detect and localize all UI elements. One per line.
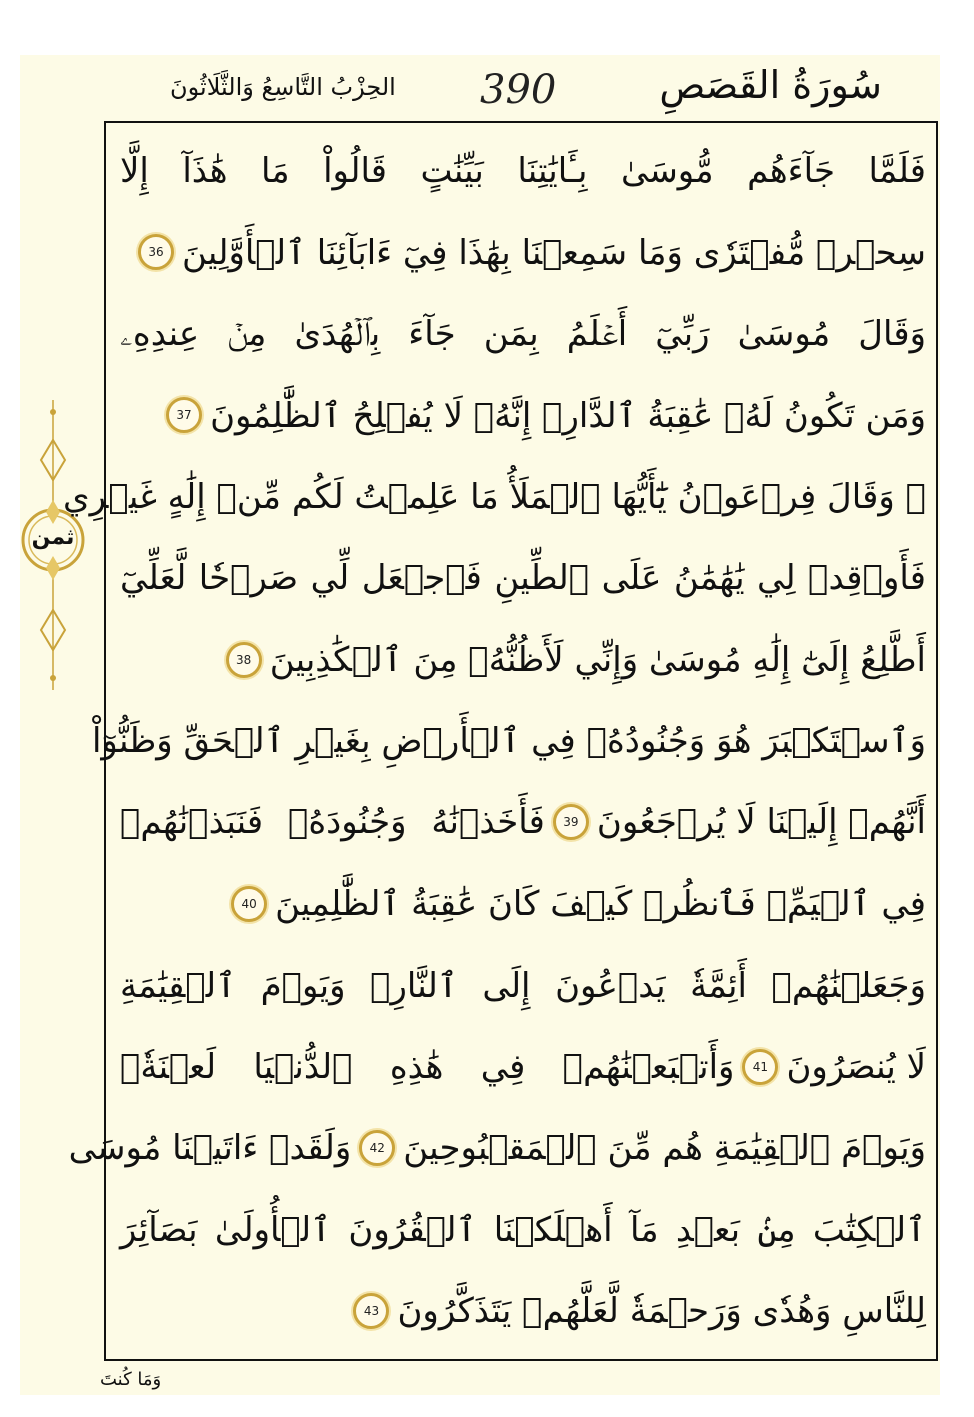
- text-line: [120, 216, 926, 288]
- line-text-continuation: وَلَقَدۡ ءَاتَيۡنَا مُوسَى: [68, 1128, 352, 1169]
- line-text: فَأَوۡقِدۡ لِي يَٰهَٰمَٰنُ عَلَى ٱلطِّينِ فَٱجۡعَل لِّي صَرۡحٗا لَّعَلِّيٓ: [120, 558, 926, 599]
- ayah-number-marker: 39: [553, 804, 589, 840]
- text-line: [120, 379, 926, 451]
- ayah-number-marker: 38: [226, 642, 262, 678]
- line-text: وَيَوۡمَ ٱلۡقِيَٰمَةِ هُم مِّنَ ٱلۡمَقۡبُوحِينَ: [403, 1128, 926, 1169]
- page-number: 390: [480, 67, 557, 113]
- line-text: سِحۡرٞ مُّفۡتَرٗى وَمَا سَمِعۡنَا بِهَٰذَا فِيٓ ءَابَآئِنَا ٱلۡأَوَّلِينَ: [182, 232, 926, 273]
- line-text: ۞ وَقَالَ فِرۡعَوۡنُ يَٰٓأَيُّهَا ٱلۡمَلَأُ مَا عَلِمۡتُ لَكُم مِّنۡ إِلَٰهٍ غَيۡرِي: [63, 476, 926, 517]
- line-text: لَا يُنصَرُونَ: [786, 1046, 926, 1087]
- line-text: لِلنَّاسِ وَهُدٗى وَرَحۡمَةٗ لَّعَلَّهُمۡ يَتَذَكَّرُونَ: [397, 1290, 926, 1331]
- hizb-name: الحِزْبُ التَّاسِعُ وَالثَّلَاثُونَ: [170, 73, 396, 101]
- line-text: فَلَمَّا جَآءَهُم مُّوسَىٰ بِـَٔايَٰتِنَا بَيِّنَٰتٍ قَالُواْ مَا هَٰذَآ إِلَّا: [120, 151, 926, 191]
- line-text: وَمَن تَكُونُ لَهُۥ عَٰقِبَةُ ٱلدَّارِۚ إِنَّهُۥ لَا يُفۡلِحُ ٱلظَّٰلِمُونَ: [210, 395, 926, 436]
- line-text: أَطَّلِعُ إِلَىٰٓ إِلَٰهِ مُوسَىٰ وَإِنِّي لَأَظُنُّهُۥ مِنَ ٱلۡكَٰذِبِينَ: [269, 640, 926, 681]
- catchword: وَمَا كُنتَ: [100, 1369, 162, 1390]
- text-line: [120, 1275, 926, 1347]
- surah-name: سُورَةُ القَصَصِ: [659, 63, 882, 107]
- ayah-number-marker: 42: [359, 1130, 395, 1166]
- line-text: وَجَعَلۡنَٰهُمۡ أَئِمَّةٗ يَدۡعُونَ إِلَى ٱلنَّارِۖ وَيَوۡمَ ٱلۡقِيَٰمَةِ: [120, 965, 926, 1006]
- text-frame: [63, 121, 938, 1361]
- ayah-number-marker: 37: [166, 397, 202, 433]
- line-text: ٱلۡكِتَٰبَ مِنۢ بَعۡدِ مَآ أَهۡلَكۡنَا ٱلۡقُرُونَ ٱلۡأُولَىٰ بَصَآئِرَ: [120, 1209, 926, 1250]
- line-text-continuation: وَأَتۡبَعۡنَٰهُمۡ فِي هَٰذِهِ ٱلدُّنۡيَا لَعۡنَةٗۖ: [120, 1046, 735, 1087]
- ayah-number-marker: 43: [353, 1293, 389, 1329]
- text-line: [120, 868, 926, 940]
- ayah-number-marker: 41: [742, 1049, 778, 1085]
- mushaf-page: [20, 55, 940, 1395]
- text-line: [120, 624, 926, 696]
- text-line: [120, 135, 926, 207]
- text-line: [120, 542, 926, 614]
- ayah-number-marker: 40: [231, 886, 267, 922]
- text-line: [120, 298, 926, 370]
- text-line: [120, 1193, 926, 1265]
- hizb-quarter-marker: [20, 400, 86, 690]
- hizb-marker-label: ثمن: [31, 525, 75, 550]
- verse-lines: [63, 135, 926, 1347]
- ayah-number-marker: 36: [138, 234, 174, 270]
- text-line: [63, 461, 926, 533]
- text-line: [91, 705, 926, 777]
- text-line: [120, 786, 926, 858]
- line-text: أَنَّهُمۡ إِلَيۡنَا لَا يُرۡجَعُونَ: [596, 802, 926, 843]
- line-text: وَٱسۡتَكۡبَرَ هُوَ وَجُنُودُهُۥ فِي ٱلۡأَرۡضِ بِغَيۡرِ ٱلۡحَقِّ وَظَنُّوٓاْ: [91, 721, 926, 762]
- text-line: [120, 1031, 926, 1103]
- line-text: فِي ٱلۡيَمِّۖ فَٱنظُرۡ كَيۡفَ كَانَ عَٰقِبَةُ ٱلظَّٰلِمِينَ: [275, 884, 926, 925]
- page-header: [100, 55, 940, 121]
- text-line: [120, 949, 926, 1021]
- text-line: [68, 1112, 926, 1184]
- line-text-continuation: فَأَخَذۡنَٰهُ وَجُنُودَهُۥ فَنَبَذۡنَٰهُمۡ: [120, 802, 545, 843]
- line-text: وَقَالَ مُوسَىٰ رَبِّيٓ أَعۡلَمُ بِمَن جَآءَ بِٱلۡهُدَىٰ مِنۡ عِندِهِۦ: [120, 313, 926, 354]
